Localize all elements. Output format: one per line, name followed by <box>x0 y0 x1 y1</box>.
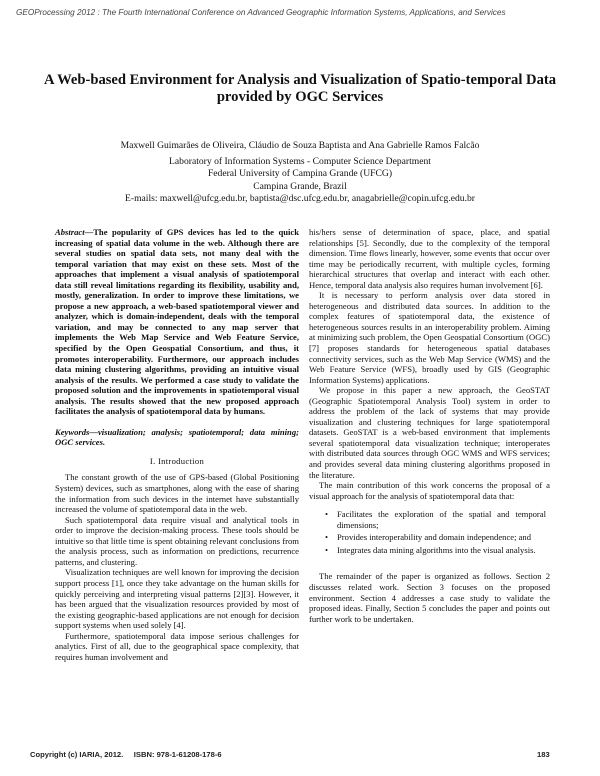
contribution-list <box>309 509 550 555</box>
left-column <box>55 227 299 662</box>
keywords: Keywords—visualization; analysis; spatiotemporal; data mining; OGC services. <box>55 426 299 448</box>
body-paragraph: The main contribution of this work concerns the proposal of a visual approach for the analysis of spatiotemporal data that: <box>309 480 550 501</box>
body-paragraph: his/hers sense of determination of space, place, and spatial relationships [5]. Secondly, due to the complexity of the temporal dimension. Time flows linearly, however, some events that occur over time may be periodically recurrent, with multiple cycles, forming hierarchical structures that overlap and interact with each other. Hence, temporal data analysis also requires human involvement [6]. <box>309 227 550 290</box>
affiliation-line: Laboratory of Information Systems - Computer Science Department <box>169 155 431 167</box>
right-column <box>309 227 550 624</box>
body-paragraph: It is necessary to perform analysis over data stored in heterogeneous and distributed data sources. In addition to the complex features of spatiotemporal data, the existence of heterogeneous sources results in an interoperability problem. Aiming at minimizing such problem, the Open Geospatial Consortium (OGC) [7] proposes standards for heterogeneous spatial databases connectivity services, such as the Web Map Service (WMS) and the Web Feature Service (WFS), broadly used by GIS (Geographic Information Systems) applications. <box>309 290 550 385</box>
copyright-footer: Copyright (c) IARIA, 2012. ISBN: 978-1-61208-178-6 <box>30 750 222 759</box>
list-item: • Facilitates the exploration of the spatial and temporal dimensions; <box>325 509 546 530</box>
abstract <box>55 227 299 417</box>
conference-header: GEOProcessing 2012 : The Fourth International Conference on Advanced Geographic Information Systems, Applications, and Services <box>16 8 506 17</box>
intro-paragraph: Such spatiotemporal data require visual and analytical tools in order to improve the decision-making process. These tools should be intuitive so that little time is spent obtaining relevant conclusions from the analysis process, such as information on predictions, recurrence patterns, and clustering. <box>55 514 299 567</box>
abstract-text: —The popularity of GPS devices has led to the quick increasing of spatial data volume in the web. Although there are several studies on spatial data sets, not many deal with the temporal variation that may exist on these sets. Most of the approaches that implement a visual analysis of spatiotemporal data still reveal limitations regarding its flexibility, usability and, mostly, generalization. In order to improve these limitations, we propose a new approach, a web-based spatiotemporal viewer and analyzer, which is domain-independent, deals with the temporal variation, and may be connected to any map server that implements the Web Map Service and Web Feature Service, specified by the Open Geospatial Consortium, and thus, it promotes interoperability. Furthermore, our approach includes data mining clustering algorithms, providing an intuitive visual analysis of the results. We performed a case study to validate the proposed solution and the improvements in spatiotemporal visual analysis. The results showed that the new proposed approach facilitates the analysis of spatiotemporal data by humans. <box>55 227 299 417</box>
affiliation-line: Campina Grande, Brazil <box>253 180 347 192</box>
author-names: Maxwell Guimarães de Oliveira, Cláudio de Souza Baptista and Ana Gabrielle Ramos Falcão <box>120 140 480 151</box>
affiliation-line: Federal University of Campina Grande (UFCG) <box>207 168 393 180</box>
body-paragraph: We propose in this paper a new approach, the GeoSTAT (Geographic Spatiotemporal Analysis Tool) system in order to address the problem of the lack of systems that may provide visualization and clustering techniques for large spatiotemporal datasets. GeoSTAT is a web-based environment that implements several spatiotemporal data visualization technique; interoperates with distributed data sources through OGC WMS and WFS services; and provides several data mining clustering algorithms proposed in the literature. <box>309 385 550 480</box>
bullet-icon: • <box>325 544 329 555</box>
list-item: • Integrates data mining algorithms into the visual analysis. <box>325 544 536 555</box>
bullet-icon: • <box>325 532 329 543</box>
abstract-lead: Abstract <box>55 227 85 237</box>
section-heading-introduction: I. Introduction <box>149 455 205 466</box>
page-number: 183 <box>537 750 550 759</box>
intro-paragraph: Visualization techniques are well known for improving the decision support process [1], once they take advantage on the human skills for quickly perceiving and interpreting visual patterns [2][3]. However, it has been argued that the visualization resources provided by most of the existing geographic-based applications are not enough for decision support systems when used solely [4]. <box>55 567 299 631</box>
intro-paragraph: The constant growth of the use of GPS-based (Global Positioning System) devices, such as smartphones, along with the ease of sharing the information from such devices in the internet have substantially increased the volume of spatiotemporal data in the web. <box>55 472 299 515</box>
bullet-icon: • <box>325 509 329 520</box>
email-line: E-mails: maxwell@ufcg.edu.br, baptista@dsc.ufcg.edu.br, anagabrielle@copin.ufcg.edu.br <box>125 193 475 205</box>
list-item: • Provides interoperability and domain independence; and <box>325 532 532 543</box>
body-paragraph: The remainder of the paper is organized as follows. Section 2 discusses related work. Section 3 focuses on the proposed environment. Section 4 addresses a case study to validate the proposed ideas. Finally, Section 5 concludes the paper and points out further work to be undertaken. <box>309 571 550 624</box>
author-block <box>30 140 570 206</box>
paper-title: A Web-based Environment for Analysis and Visualization of Spatio-temporal Data provided by OGC Services <box>43 72 557 105</box>
intro-paragraph: Furthermore, spatiotemporal data impose serious challenges for analytics. First of all, due to the geographical space complexity, that requires human involvement and <box>55 630 299 662</box>
